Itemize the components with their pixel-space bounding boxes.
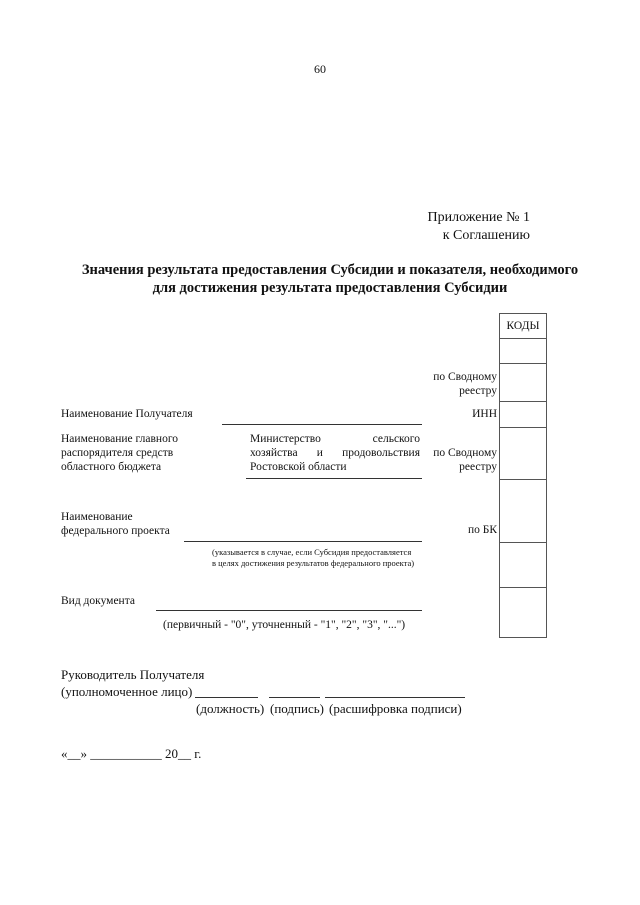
position-caption: (должность)	[196, 701, 265, 716]
federal-note-line1: (указывается в случае, если Субсидия предоставляется	[212, 547, 412, 557]
federal-project-line2: федерального проекта	[61, 525, 170, 537]
codes-cell-svodny-1[interactable]	[500, 363, 546, 401]
codes-cell-extra[interactable]	[500, 542, 546, 587]
doc-type-label: Вид документа	[61, 595, 135, 607]
federal-project-line1: Наименование	[61, 511, 133, 523]
codes-header: КОДЫ	[506, 320, 540, 332]
main-manager-line3: областного бюджета	[61, 461, 162, 473]
inn-label: ИНН	[472, 408, 497, 420]
svodny-reestr-2-line1: по Сводному	[433, 447, 497, 459]
federal-project-field-line[interactable]	[184, 541, 422, 542]
recipient-label: Наименование Получателя	[61, 408, 193, 420]
decode-caption: (расшифровка подписи)	[329, 701, 462, 716]
page-number: 60	[314, 62, 326, 76]
federal-project-note	[212, 547, 414, 569]
position-field-line[interactable]	[195, 697, 258, 698]
codes-cell-1[interactable]	[500, 338, 546, 363]
svodny-reestr-1-line2: реестру	[459, 385, 497, 397]
date-line: «__» ___________ 20__ г.	[61, 746, 202, 761]
decode-field-line[interactable]	[325, 697, 465, 698]
federal-note-line2: в целях достижения результатов федерального проекта)	[212, 558, 415, 568]
svodny-reestr-label-2	[400, 446, 497, 474]
document-title	[40, 261, 620, 297]
document-title-line2: для достижения результата предоставления Субсидии	[152, 280, 508, 296]
svodny-reestr-1-line1: по Сводному	[433, 371, 497, 383]
sign-caption: (подпись)	[270, 701, 324, 716]
signature-authorized-label: (уполномоченное лицо)	[61, 684, 193, 699]
appendix-title: Приложение № 1	[427, 210, 530, 225]
main-manager-line2: распорядителя средств	[61, 447, 174, 459]
signature-head-label: Руководитель Получателя	[61, 667, 205, 682]
codes-cell-inn[interactable]	[500, 401, 546, 427]
codes-cell-svodny-2[interactable]	[500, 427, 546, 479]
federal-project-label	[61, 510, 170, 538]
svodny-reestr-label-1	[400, 370, 497, 398]
main-manager-label	[61, 432, 178, 474]
codes-cell-doc-type[interactable]	[500, 587, 546, 637]
recipient-field-line[interactable]	[222, 424, 422, 425]
appendix-subtitle: к Соглашению	[442, 228, 530, 243]
ministry-value: Министерство сельского хозяйства и продовольствия Ростовской области	[250, 433, 420, 473]
codes-table	[499, 313, 547, 638]
document-title-line1: Значения результата предоставления Субсидии и показателя, необходимого	[81, 262, 579, 278]
doc-type-field-line[interactable]	[156, 610, 422, 611]
ministry-field-line	[246, 478, 422, 479]
doc-type-note: (первичный - "0", уточненный - "1", "2", "3", "...")	[163, 619, 406, 631]
svodny-reestr-2-line2: реестру	[459, 461, 497, 473]
main-manager-line1: Наименование главного	[61, 433, 179, 445]
codes-cell-bk[interactable]	[500, 479, 546, 542]
sign-field-line[interactable]	[269, 697, 320, 698]
bk-label: по БК	[467, 524, 497, 536]
